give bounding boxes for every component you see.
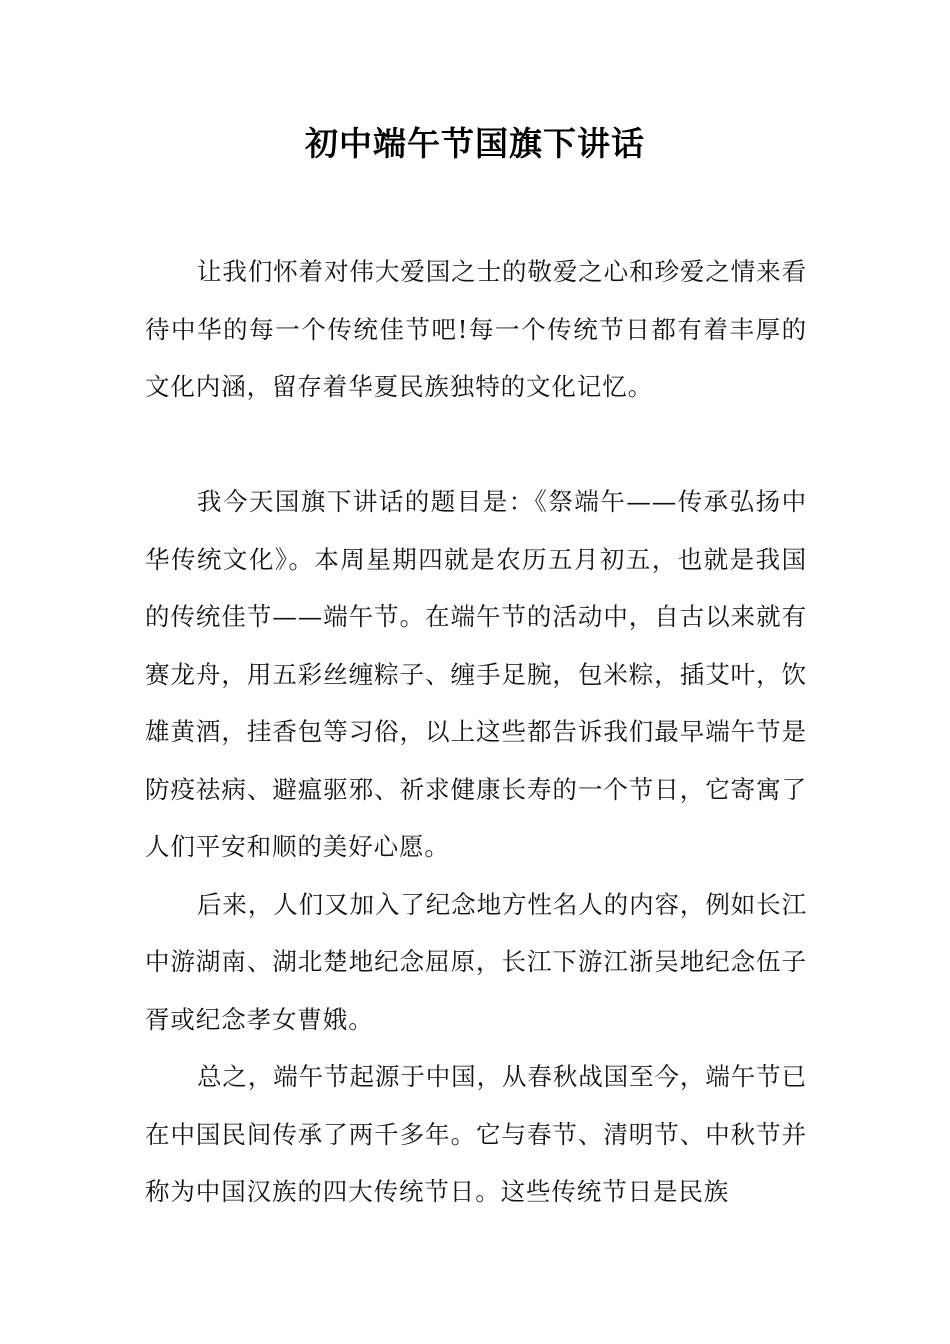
document-body [145, 243, 807, 1221]
paragraph-spacer [145, 416, 807, 474]
document-title: 初中端午节国旗下讲话 [305, 124, 645, 163]
paragraph-4: 总之，端午节起源于中国，从春秋战国至今，端午节已在中国民间传承了两千多年。它与春节、清明节、中秋节并称为中国汉族的四大传统节日。这些传统节日是民族 [145, 1062, 807, 1206]
paragraph-1: 让我们怀着对伟大爱国之士的敬爱之心和珍爱之情来看待中华的每一个传统佳节吧!每一个传统节日都有着丰厚的文化内涵，留存着华夏民族独特的文化记忆。 [145, 257, 807, 401]
paragraph-2: 我今天国旗下讲话的题目是：《祭端午——传承弘扬中华传统文化》。本周星期四就是农历五月初五，也就是我国的传统佳节——端午节。在端午节的活动中，自古以来就有赛龙舟，用五彩丝缠粽子、缠手足腕，包米粽，插艾叶，饮雄黄酒，挂香包等习俗，以上这些都告诉我们最早端午节是防疫祛病、避瘟驱邪、祈求健康长寿的一个节日，它寄寓了人们平安和顺的美好心愿。 [145, 487, 807, 861]
paragraph-3: 后来，人们又加入了纪念地方性名人的内容，例如长江中游湖南、湖北楚地纪念屈原，长江下游江浙吴地纪念伍子胥或纪念孝女曹娥。 [145, 889, 807, 1034]
